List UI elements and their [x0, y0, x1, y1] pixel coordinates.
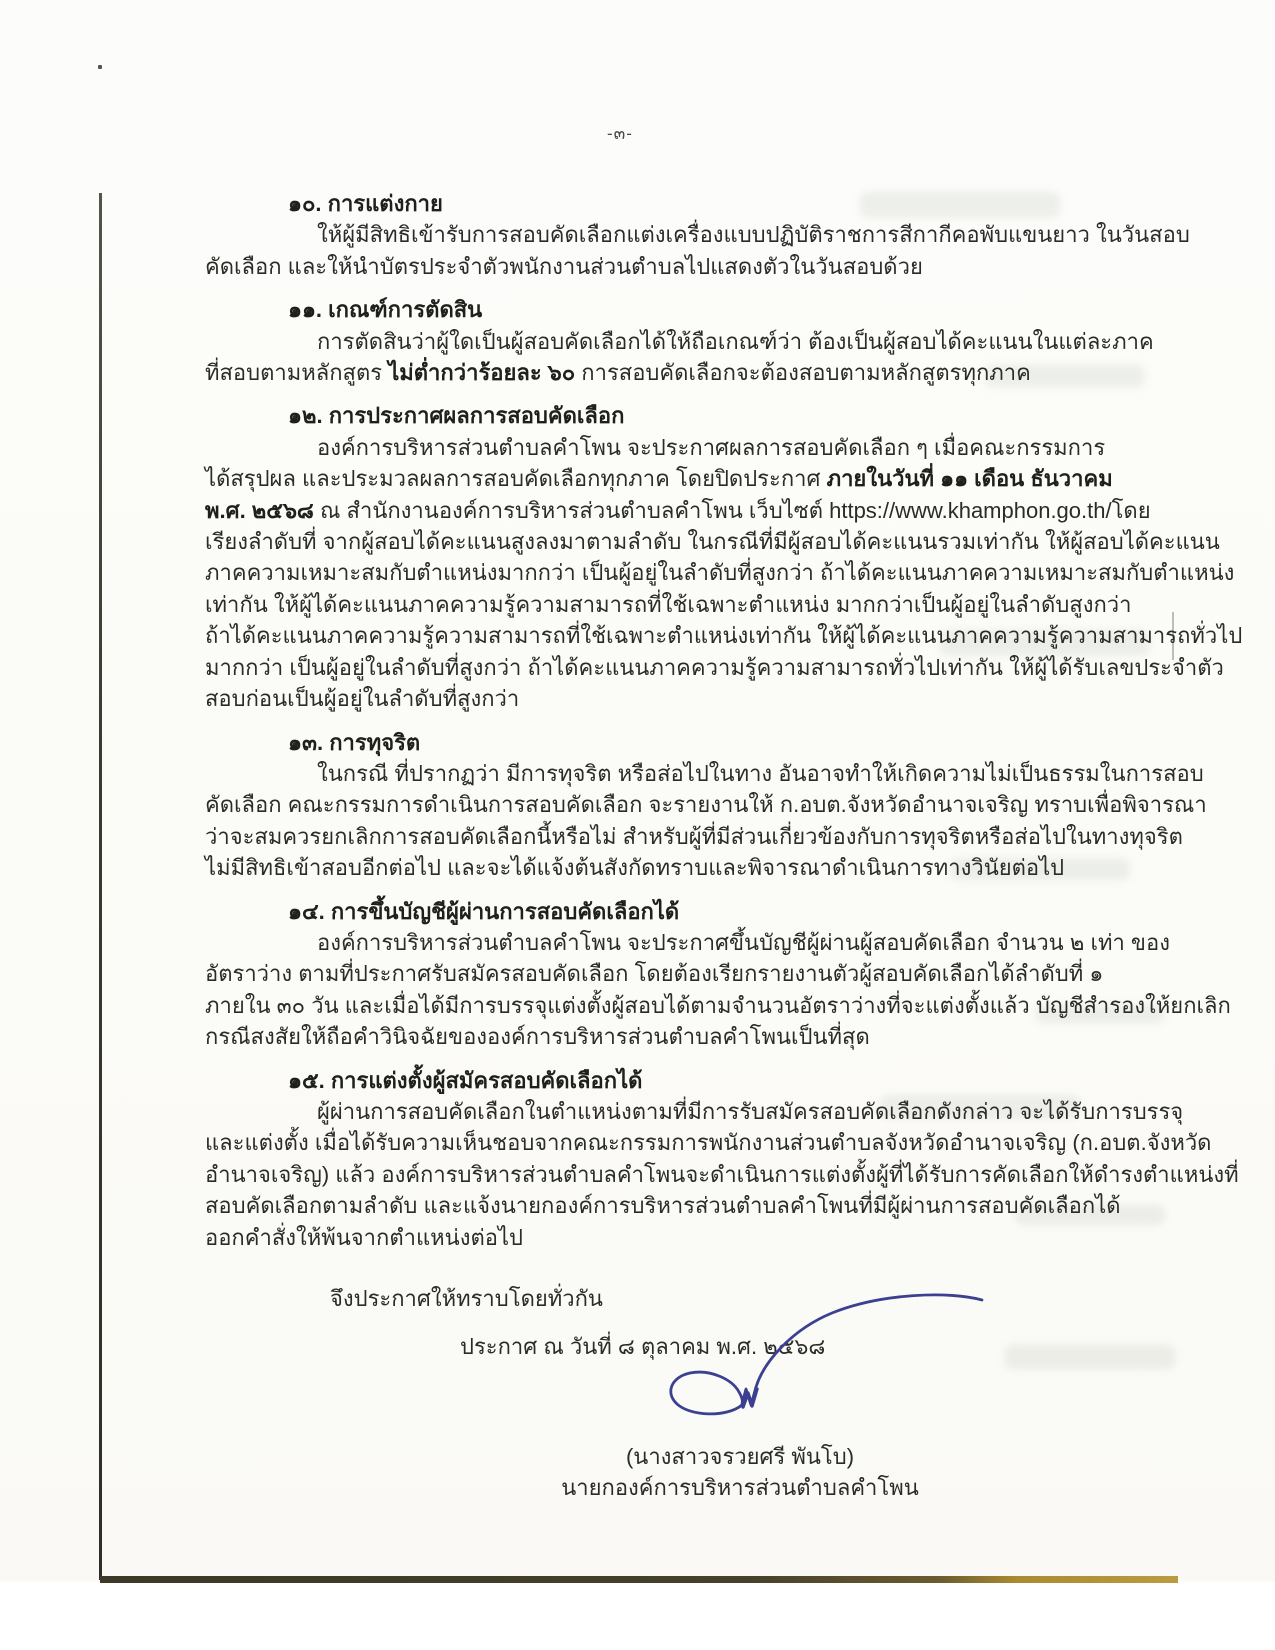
document-text-line — [205, 495, 1151, 526]
text-segment: มากกว่า เป็นผู้อยู่ในลำดับที่สูงกว่า ถ้าได้คะแนนภาคความรู้ความสามารถทั่วไปเท่ากัน ให้ผู้ได้รับเลขประจำตัว — [205, 654, 1224, 680]
document-text-line — [205, 463, 1113, 494]
document-text-line — [205, 1127, 1212, 1158]
bold-text-segment: ไม่ต่ำกว่าร้อยละ ๖๐ — [388, 360, 576, 386]
text-segment: ณ สำนักงานองค์การบริหารส่วนตำบลคำโพน เว็บไซต์ https://www.khamphon.go.th/โดย — [313, 497, 1151, 523]
document-text-line — [205, 1159, 1239, 1190]
text-segment: ภาคความเหมาะสมกับตำแหน่งมากกว่า เป็นผู้อยู่ในลำดับที่สูงกว่า ถ้าได้คะแนนภาคความเหมาะสมกับตำแหน่ง — [205, 560, 1235, 586]
text-segment: กรณีสงสัยให้ถือคำวินิจฉัยขององค์การบริหารส่วนตำบลคำโพนเป็นที่สุด — [205, 1024, 870, 1050]
document-text-line — [205, 620, 1243, 651]
document-text-line — [205, 526, 1220, 557]
document-text-line — [205, 1021, 1110, 1052]
text-segment: เท่ากัน ให้ผู้ได้คะแนนภาคความรู้ความสามารถที่ใช้เฉพาะตำแหน่ง มากกว่าเป็นผู้อยู่ในลำดับสูงกว่า — [205, 591, 1132, 617]
text-segment: และแต่งตั้ง เมื่อได้รับความเห็นชอบจากคณะกรรมการพนักงานส่วนตำบลจังหวัดอำนาจเจริญ (ก.อบต.จังหวัด — [205, 1130, 1212, 1156]
signatory-block — [485, 1441, 995, 1504]
document-text-line — [205, 758, 1204, 789]
text-segment: องค์การบริหารส่วนตำบลคำโพน จะประกาศผลการสอบคัดเลือก ๆ เมื่อคณะกรรมการ — [317, 434, 1106, 460]
signature-stroke — [671, 1295, 982, 1414]
document-text-line — [205, 821, 1183, 852]
document-text-line — [205, 357, 1110, 388]
text-segment: ผู้ผ่านการสอบคัดเลือกในตำแหน่งตามที่มีการรับสมัครสอบคัดเลือกดังกล่าว จะได้รับการบรรจุ — [317, 1098, 1184, 1124]
document-text-line — [205, 1190, 1121, 1221]
text-segment: ออกคำสั่งให้พ้นจากตำแหน่งต่อไป — [205, 1224, 523, 1250]
document-text-line — [205, 852, 1110, 883]
text-segment: องค์การบริหารส่วนตำบลคำโพน จะประกาศขึ้นบัญชีผู้ผ่านผู้สอบคัดเลือก จำนวน ๒ เท่า ของ — [317, 929, 1170, 955]
document-text-line — [205, 251, 1110, 282]
document-text-line — [205, 990, 1231, 1021]
section-heading: ๑๕. การแต่งตั้งผู้สมัครสอบคัดเลือกได้ — [288, 1067, 643, 1093]
text-segment: การสอบคัดเลือกจะต้องสอบตามหลักสูตรทุกภาค — [575, 360, 1031, 386]
text-segment: คัดเลือก คณะกรรมการดำเนินการสอบคัดเลือก จะรายงานให้ ก.อบต.จังหวัดอำนาจเจริญ ทราบเพื่อพิจารณา — [205, 792, 1207, 818]
document-text-line — [205, 1096, 1184, 1127]
bold-text-segment: พ.ศ. ๒๕๖๘ — [205, 497, 314, 523]
text-segment: อัตราว่าง ตามที่ประกาศรับสมัครสอบคัดเลือก โดยต้องเรียกรายงานตัวผู้สอบคัดเลือกได้ลำดับที่ ๑ — [205, 961, 1104, 987]
text-segment: อำนาจเจริญ) แล้ว องค์การบริหารส่วนตำบลคำโพนจะดำเนินการแต่งตั้งผู้ที่ได้รับการคัดเลือกให้ดำรงตำแหน่งที่ — [205, 1161, 1239, 1187]
document-text-line — [205, 927, 1170, 958]
document-text-line — [205, 219, 1190, 250]
signatory-title: นายกองค์การบริหารส่วนตำบลคำโพน — [561, 1475, 919, 1501]
page-number: -๓- — [607, 124, 633, 143]
text-segment: สอบก่อนเป็นผู้อยู่ในลำดับที่สูงกว่า — [205, 686, 520, 712]
text-segment: ในกรณี ที่ปรากฏว่า มีการทุจริต หรือส่อไปในทาง อันอาจทำให้เกิดความไม่เป็นธรรมในการสอบ — [317, 760, 1204, 786]
text-segment: ให้ผู้มีสิทธิเข้ารับการสอบคัดเลือกแต่งเครื่องแบบปฏิบัติราชการสีกากีคอพับแขนยาว ในวันสอบ — [317, 222, 1190, 248]
section-heading: ๑๑. เกณฑ์การตัดสิน — [288, 297, 483, 323]
text-segment: ที่สอบตามหลักสูตร — [205, 360, 389, 386]
text-segment: ว่าจะสมควรยกเลิกการสอบคัดเลือกนี้หรือไม่ สำหรับผู้ที่มีส่วนเกี่ยวข้องกับการทุจริตหรือส่อไปในทางทุจริต — [205, 823, 1183, 849]
text-segment: ไม่มีสิทธิเข้าสอบอีกต่อไป และจะได้แจ้งต้นสังกัดทราบและพิจารณาดำเนินการทางวินัยต่อไป — [205, 855, 1065, 881]
bold-text-segment: ภายในวันที่ ๑๑ เดือน ธันวาคม — [826, 466, 1113, 492]
text-segment: คัดเลือก และให้นำบัตรประจำตัวพนักงานส่วนตำบลไปแสดงตัวในวันสอบด้วย — [205, 253, 923, 279]
text-segment: ภายใน ๓๐ วัน และเมื่อได้มีการบรรจุแต่งตั้งผู้สอบได้ตามจำนวนอัตราว่างที่จะแต่งตั้งแล้ว บัญชีสำรองให้ยกเลิก — [205, 992, 1231, 1018]
section-heading: ๑๒. การประกาศผลการสอบคัดเลือก — [288, 403, 625, 429]
section-heading: ๑๓. การทุจริต — [288, 729, 421, 755]
scanner-background — [0, 1583, 1275, 1650]
announcement-date-line: ประกาศ ณ วันที่ ๘ ตุลาคม พ.ศ. ๒๕๖๘ — [460, 1334, 826, 1360]
document-text-line — [205, 589, 1132, 620]
signature — [630, 1235, 1030, 1435]
sections-container — [205, 188, 1243, 1253]
text-segment: เรียงลำดับที่ จากผู้สอบได้คะแนนสูงลงมาตามลำดับ ในกรณีที่มีผู้สอบได้คะแนนรวมเท่ากัน ให้ผู้สอบได้คะแนน — [205, 529, 1220, 555]
document-text-line — [205, 683, 1110, 714]
section-heading: ๑๐. การแต่งกาย — [288, 191, 443, 216]
closing-line: จึงประกาศให้ทราบโดยทั่วกัน — [330, 1286, 603, 1311]
document-text-line — [205, 432, 1110, 463]
document-text-line — [205, 958, 1110, 989]
text-segment: การตัดสินว่าผู้ใดเป็นผู้สอบคัดเลือกได้ให้ถือเกณฑ์ว่า ต้องเป็นผู้สอบได้คะแนนในแต่ละภาค — [317, 328, 1154, 354]
scan-speck — [98, 65, 102, 69]
paper-bottom-edge-line — [100, 1576, 1178, 1583]
document-text-line — [205, 557, 1235, 588]
signatory-name: (นางสาวจรวยศรี พันโบ) — [625, 1443, 855, 1469]
document-text-line — [205, 789, 1207, 820]
document-text-line — [205, 652, 1224, 683]
text-segment: ถ้าได้คะแนนภาคความรู้ความสามารถที่ใช้เฉพาะตำแหน่งเท่ากัน ให้ผู้ได้คะแนนภาคความรู้ความสามารถทั่วไป — [205, 623, 1243, 649]
document-text-line — [205, 326, 1154, 357]
section-heading: ๑๔. การขึ้นบัญชีผู้ผ่านการสอบคัดเลือกได้ — [288, 898, 680, 924]
text-segment: ได้สรุปผล และประมวลผลการสอบคัดเลือกทุกภาค โดยปิดประกาศ — [205, 466, 827, 492]
text-segment: สอบคัดเลือกตามลำดับ และแจ้งนายกองค์การบริหารส่วนตำบลคำโพนที่มีผู้ผ่านการสอบคัดเลือกได้ — [205, 1193, 1121, 1219]
paper-left-edge-line — [99, 193, 102, 1580]
